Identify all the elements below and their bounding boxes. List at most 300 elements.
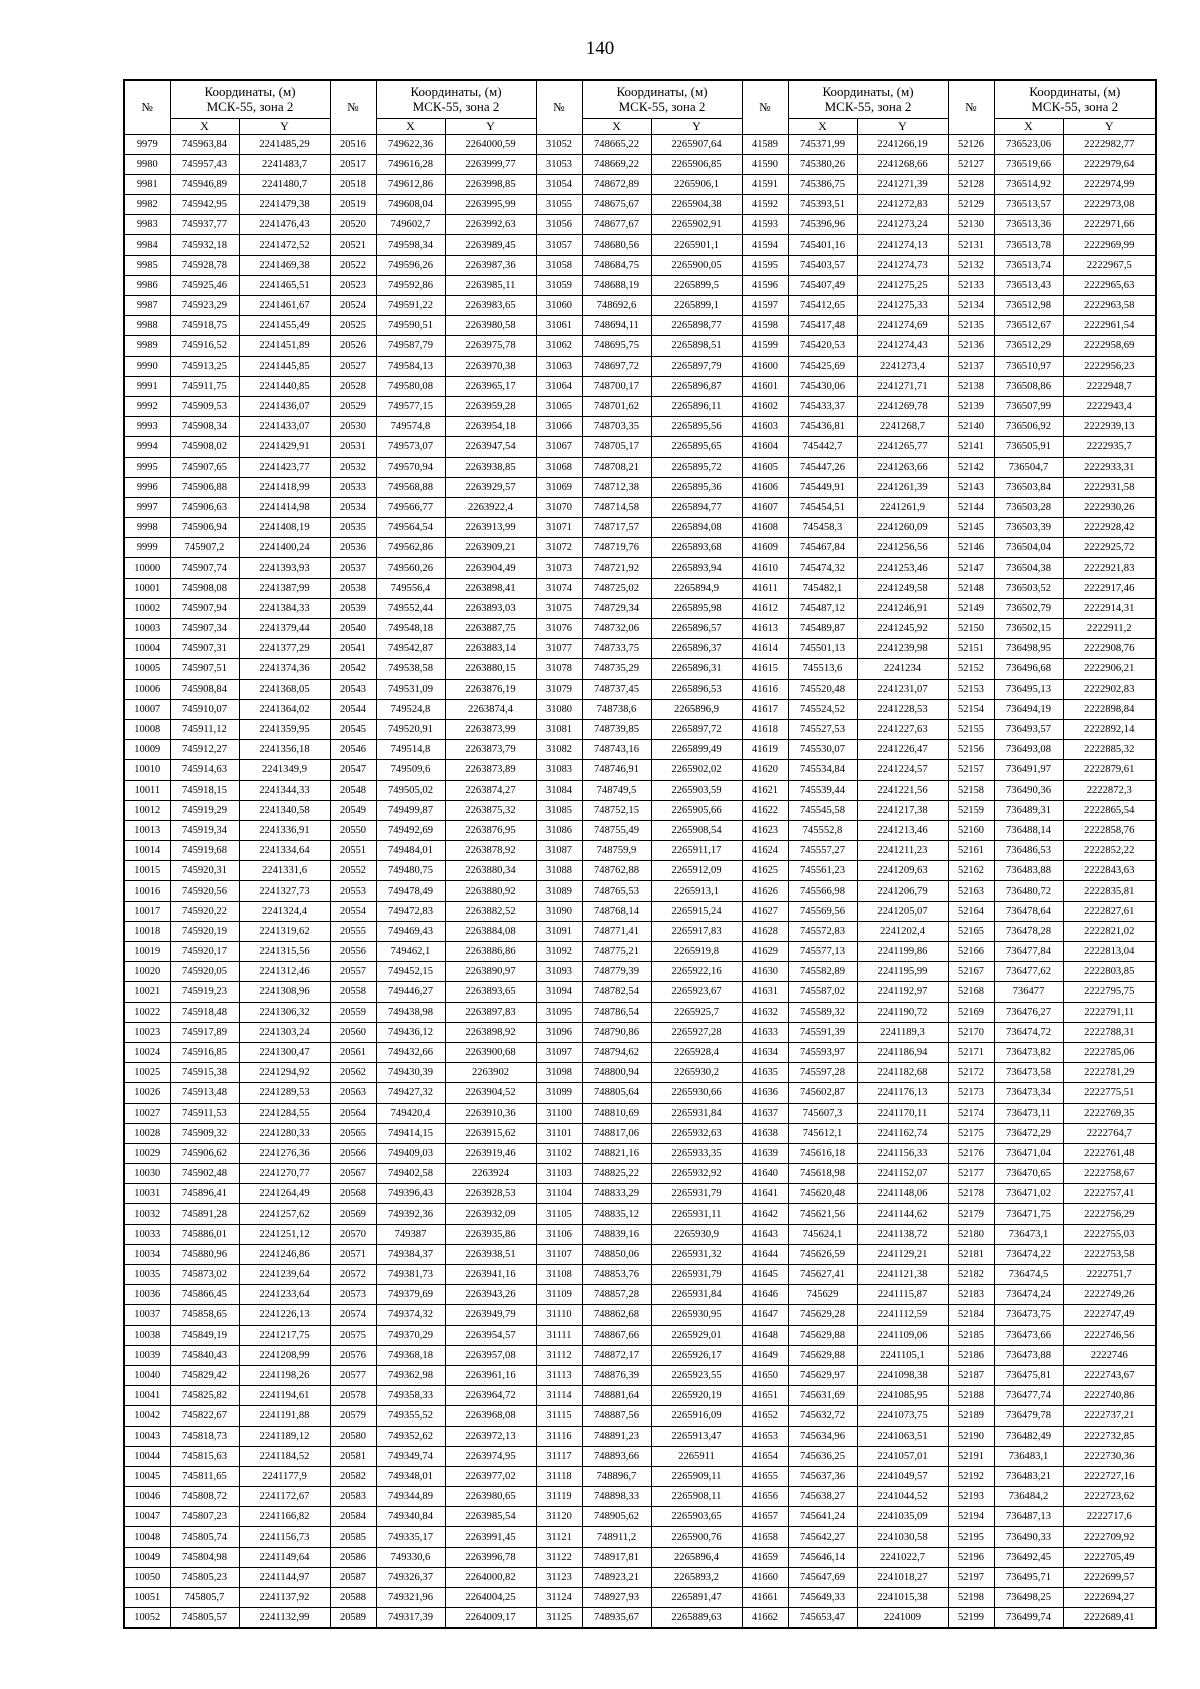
cell-x: 748862,68 bbox=[582, 1305, 651, 1325]
cell-y: 2263968,08 bbox=[445, 1406, 536, 1426]
cell-x: 745602,87 bbox=[788, 1083, 857, 1103]
cell-x: 745906,62 bbox=[170, 1143, 239, 1163]
cell-x: 749326,37 bbox=[376, 1567, 445, 1587]
cell-y: 2265926,17 bbox=[651, 1345, 742, 1365]
cell-y: 2222723,62 bbox=[1063, 1487, 1156, 1507]
cell-x: 748680,56 bbox=[582, 235, 651, 255]
cell-y: 2265931,79 bbox=[651, 1265, 742, 1285]
cell-y: 2265911,17 bbox=[651, 841, 742, 861]
cell-y: 2265889,63 bbox=[651, 1608, 742, 1629]
cell-x: 745942,95 bbox=[170, 195, 239, 215]
table-row bbox=[124, 1244, 1156, 1264]
cell-point-number: 20569 bbox=[330, 1204, 376, 1224]
table-row bbox=[124, 336, 1156, 356]
cell-point-number: 20537 bbox=[330, 558, 376, 578]
cell-point-number: 41634 bbox=[742, 1042, 788, 1062]
cell-point-number: 52158 bbox=[948, 780, 994, 800]
cell-point-number: 52191 bbox=[948, 1446, 994, 1466]
cell-x: 745886,01 bbox=[170, 1224, 239, 1244]
cell-point-number: 20564 bbox=[330, 1103, 376, 1123]
cell-point-number: 31065 bbox=[536, 396, 582, 416]
cell-x: 736477,84 bbox=[994, 942, 1063, 962]
cell-x: 736512,67 bbox=[994, 316, 1063, 336]
cell-point-number: 31120 bbox=[536, 1507, 582, 1527]
cell-x: 748701,62 bbox=[582, 396, 651, 416]
table-row bbox=[124, 1123, 1156, 1143]
cell-x: 749340,84 bbox=[376, 1507, 445, 1527]
cell-x: 736498,25 bbox=[994, 1588, 1063, 1608]
cell-point-number: 41624 bbox=[742, 841, 788, 861]
cell-y: 2263989,45 bbox=[445, 235, 536, 255]
cell-x: 736483,21 bbox=[994, 1466, 1063, 1486]
cell-point-number: 41660 bbox=[742, 1567, 788, 1587]
cell-point-number: 41595 bbox=[742, 255, 788, 275]
cell-point-number: 52166 bbox=[948, 942, 994, 962]
cell-x: 745907,74 bbox=[170, 558, 239, 578]
cell-point-number: 41638 bbox=[742, 1123, 788, 1143]
cell-point-number: 20560 bbox=[330, 1022, 376, 1042]
cell-x: 748825,22 bbox=[582, 1164, 651, 1184]
table-row bbox=[124, 1608, 1156, 1629]
cell-y: 2241414,98 bbox=[239, 497, 330, 517]
cell-y: 2241319,62 bbox=[239, 921, 330, 941]
table-row bbox=[124, 538, 1156, 558]
cell-x: 745638,27 bbox=[788, 1487, 857, 1507]
cell-x: 736504,38 bbox=[994, 558, 1063, 578]
cell-y: 2241149,64 bbox=[239, 1547, 330, 1567]
cell-y: 2265919,8 bbox=[651, 942, 742, 962]
cell-point-number: 9980 bbox=[124, 154, 170, 174]
cell-point-number: 31101 bbox=[536, 1123, 582, 1143]
cell-point-number: 52131 bbox=[948, 235, 994, 255]
cell-point-number: 10028 bbox=[124, 1123, 170, 1143]
cell-x: 745805,74 bbox=[170, 1527, 239, 1547]
cell-y: 2263874,4 bbox=[445, 699, 536, 719]
cell-y: 2241272,83 bbox=[857, 195, 948, 215]
table-row bbox=[124, 740, 1156, 760]
table-row bbox=[124, 619, 1156, 639]
cell-y: 2222757,41 bbox=[1063, 1184, 1156, 1204]
cell-point-number: 41609 bbox=[742, 538, 788, 558]
cell-point-number: 31066 bbox=[536, 417, 582, 437]
cell-point-number: 41637 bbox=[742, 1103, 788, 1123]
cell-x: 736495,71 bbox=[994, 1567, 1063, 1587]
cell-x: 748755,49 bbox=[582, 820, 651, 840]
cell-x: 736473,34 bbox=[994, 1083, 1063, 1103]
cell-x: 748759,9 bbox=[582, 841, 651, 861]
cell-x: 748749,5 bbox=[582, 780, 651, 800]
cell-y: 2241274,43 bbox=[857, 336, 948, 356]
table-row bbox=[124, 396, 1156, 416]
cell-y: 2241274,69 bbox=[857, 316, 948, 336]
coordinates-system: МСК-55, зона 2 bbox=[1031, 99, 1119, 115]
cell-y: 2263922,4 bbox=[445, 497, 536, 517]
cell-point-number: 41608 bbox=[742, 518, 788, 538]
cell-point-number: 31108 bbox=[536, 1265, 582, 1285]
cell-y: 2241306,32 bbox=[239, 1002, 330, 1022]
table-row bbox=[124, 417, 1156, 437]
cell-y: 2241182,68 bbox=[857, 1063, 948, 1083]
cell-point-number: 20519 bbox=[330, 195, 376, 215]
cell-x: 745420,53 bbox=[788, 336, 857, 356]
cell-y: 2222705,49 bbox=[1063, 1547, 1156, 1567]
cell-x: 745412,65 bbox=[788, 296, 857, 316]
cell-point-number: 31105 bbox=[536, 1204, 582, 1224]
cell-point-number: 31076 bbox=[536, 619, 582, 639]
cell-y: 2241202,4 bbox=[857, 921, 948, 941]
cell-y: 2265912,09 bbox=[651, 861, 742, 881]
cell-x: 736495,13 bbox=[994, 679, 1063, 699]
cell-point-number: 31056 bbox=[536, 215, 582, 235]
cell-x: 748872,17 bbox=[582, 1345, 651, 1365]
cell-x: 745591,39 bbox=[788, 1022, 857, 1042]
cell-x: 749438,98 bbox=[376, 1002, 445, 1022]
cell-x: 745910,07 bbox=[170, 699, 239, 719]
cell-y: 2265896,9 bbox=[651, 699, 742, 719]
cell-x: 745430,06 bbox=[788, 376, 857, 396]
cell-y: 2241121,38 bbox=[857, 1265, 948, 1285]
cell-x: 745923,29 bbox=[170, 296, 239, 316]
cell-point-number: 9985 bbox=[124, 255, 170, 275]
cell-x: 736474,72 bbox=[994, 1022, 1063, 1042]
cell-point-number: 52163 bbox=[948, 881, 994, 901]
cell-x: 748810,69 bbox=[582, 1103, 651, 1123]
cell-x: 745916,52 bbox=[170, 336, 239, 356]
cell-y: 2222843,63 bbox=[1063, 861, 1156, 881]
cell-y: 2263900,68 bbox=[445, 1042, 536, 1062]
cell-y: 2241190,72 bbox=[857, 1002, 948, 1022]
cell-x: 745618,98 bbox=[788, 1164, 857, 1184]
cell-x: 749330,6 bbox=[376, 1547, 445, 1567]
cell-y: 2222689,41 bbox=[1063, 1608, 1156, 1629]
cell-point-number: 9979 bbox=[124, 134, 170, 154]
column-header-x: X bbox=[376, 118, 445, 134]
column-header-coordinates bbox=[582, 80, 742, 118]
cell-point-number: 31100 bbox=[536, 1103, 582, 1123]
cell-y: 2265898,51 bbox=[651, 336, 742, 356]
cell-y: 2241057,01 bbox=[857, 1446, 948, 1466]
table-row bbox=[124, 820, 1156, 840]
cell-x: 749374,32 bbox=[376, 1305, 445, 1325]
cell-y: 2222746 bbox=[1063, 1345, 1156, 1365]
cell-point-number: 52160 bbox=[948, 820, 994, 840]
cell-x: 745907,94 bbox=[170, 598, 239, 618]
cell-point-number: 31094 bbox=[536, 982, 582, 1002]
cell-point-number: 31087 bbox=[536, 841, 582, 861]
cell-point-number: 10024 bbox=[124, 1042, 170, 1062]
cell-y: 2222908,76 bbox=[1063, 639, 1156, 659]
cell-point-number: 31091 bbox=[536, 921, 582, 941]
cell-point-number: 52179 bbox=[948, 1204, 994, 1224]
cell-x: 745928,78 bbox=[170, 255, 239, 275]
cell-x: 749556,4 bbox=[376, 578, 445, 598]
cell-point-number: 10002 bbox=[124, 598, 170, 618]
cell-x: 736503,28 bbox=[994, 497, 1063, 517]
cell-point-number: 31057 bbox=[536, 235, 582, 255]
cell-point-number: 10047 bbox=[124, 1507, 170, 1527]
cell-point-number: 31086 bbox=[536, 820, 582, 840]
cell-point-number: 20522 bbox=[330, 255, 376, 275]
cell-point-number: 20587 bbox=[330, 1567, 376, 1587]
cell-y: 2265906,85 bbox=[651, 154, 742, 174]
cell-y: 2241189,12 bbox=[239, 1426, 330, 1446]
cell-x: 748917,81 bbox=[582, 1547, 651, 1567]
cell-x: 745880,96 bbox=[170, 1244, 239, 1264]
cell-y: 2241268,7 bbox=[857, 417, 948, 437]
cell-point-number: 31068 bbox=[536, 457, 582, 477]
coordinates-system: МСК-55, зона 2 bbox=[824, 99, 912, 115]
cell-point-number: 41628 bbox=[742, 921, 788, 941]
cell-point-number: 20577 bbox=[330, 1365, 376, 1385]
cell-y: 2265896,11 bbox=[651, 396, 742, 416]
cell-x: 736506,92 bbox=[994, 417, 1063, 437]
cell-point-number: 31055 bbox=[536, 195, 582, 215]
cell-x: 749622,36 bbox=[376, 134, 445, 154]
cell-point-number: 52141 bbox=[948, 437, 994, 457]
cell-point-number: 52138 bbox=[948, 376, 994, 396]
cell-x: 736499,74 bbox=[994, 1608, 1063, 1629]
cell-point-number: 10008 bbox=[124, 719, 170, 739]
cell-x: 749420,4 bbox=[376, 1103, 445, 1123]
cell-y: 2222914,31 bbox=[1063, 598, 1156, 618]
page-number: 140 bbox=[585, 38, 615, 59]
cell-point-number: 41621 bbox=[742, 780, 788, 800]
table-row bbox=[124, 1022, 1156, 1042]
cell-x: 745629 bbox=[788, 1285, 857, 1305]
cell-point-number: 20571 bbox=[330, 1244, 376, 1264]
cell-x: 745912,27 bbox=[170, 740, 239, 760]
cell-y: 2263876,19 bbox=[445, 679, 536, 699]
cell-point-number: 41644 bbox=[742, 1244, 788, 1264]
table-row bbox=[124, 1365, 1156, 1385]
cell-y: 2241109,06 bbox=[857, 1325, 948, 1345]
cell-point-number: 52181 bbox=[948, 1244, 994, 1264]
cell-y: 2263991,45 bbox=[445, 1527, 536, 1547]
cell-y: 2222865,54 bbox=[1063, 800, 1156, 820]
coordinates-title: Координаты, (м) bbox=[204, 84, 296, 100]
cell-x: 749432,66 bbox=[376, 1042, 445, 1062]
cell-y: 2265891,47 bbox=[651, 1588, 742, 1608]
cell-point-number: 20524 bbox=[330, 296, 376, 316]
cell-y: 2263910,36 bbox=[445, 1103, 536, 1123]
table-row bbox=[124, 316, 1156, 336]
cell-point-number: 31123 bbox=[536, 1567, 582, 1587]
cell-y: 2241228,53 bbox=[857, 699, 948, 719]
cell-x: 748867,66 bbox=[582, 1325, 651, 1345]
cell-x: 745474,32 bbox=[788, 558, 857, 578]
cell-x: 745442,7 bbox=[788, 437, 857, 457]
cell-y: 2241227,63 bbox=[857, 719, 948, 739]
cell-y: 2241148,06 bbox=[857, 1184, 948, 1204]
cell-y: 2265897,72 bbox=[651, 719, 742, 739]
cell-y: 2241327,73 bbox=[239, 881, 330, 901]
cell-y: 2241246,86 bbox=[239, 1244, 330, 1264]
cell-x: 745647,69 bbox=[788, 1567, 857, 1587]
cell-point-number: 10045 bbox=[124, 1466, 170, 1486]
cell-x: 749317,39 bbox=[376, 1608, 445, 1629]
cell-x: 748893,66 bbox=[582, 1446, 651, 1466]
cell-point-number: 41589 bbox=[742, 134, 788, 154]
cell-x: 749570,94 bbox=[376, 457, 445, 477]
cell-point-number: 31082 bbox=[536, 740, 582, 760]
cell-y: 2263938,51 bbox=[445, 1244, 536, 1264]
cell-y: 2222699,57 bbox=[1063, 1567, 1156, 1587]
cell-y: 2265901,1 bbox=[651, 235, 742, 255]
cell-x: 745458,3 bbox=[788, 518, 857, 538]
cell-x: 749514,8 bbox=[376, 740, 445, 760]
cell-y: 2241194,61 bbox=[239, 1386, 330, 1406]
cell-y: 2265899,49 bbox=[651, 740, 742, 760]
cell-x: 748923,21 bbox=[582, 1567, 651, 1587]
cell-point-number: 20528 bbox=[330, 376, 376, 396]
cell-point-number: 52140 bbox=[948, 417, 994, 437]
table-row bbox=[124, 497, 1156, 517]
cell-x: 745589,32 bbox=[788, 1002, 857, 1022]
cell-point-number: 10007 bbox=[124, 699, 170, 719]
cell-y: 2241451,89 bbox=[239, 336, 330, 356]
cell-y: 2265905,66 bbox=[651, 800, 742, 820]
cell-point-number: 41662 bbox=[742, 1608, 788, 1629]
cell-x: 745371,99 bbox=[788, 134, 857, 154]
cell-y: 2241105,1 bbox=[857, 1345, 948, 1365]
cell-x: 745653,47 bbox=[788, 1608, 857, 1629]
cell-point-number: 52170 bbox=[948, 1022, 994, 1042]
cell-x: 736504,04 bbox=[994, 538, 1063, 558]
cell-y: 2265917,83 bbox=[651, 921, 742, 941]
cell-x: 745907,2 bbox=[170, 538, 239, 558]
cell-y: 2263898,92 bbox=[445, 1022, 536, 1042]
cell-y: 2222930,26 bbox=[1063, 497, 1156, 517]
cell-x: 749387 bbox=[376, 1224, 445, 1244]
cell-point-number: 31090 bbox=[536, 901, 582, 921]
cell-x: 736484,2 bbox=[994, 1487, 1063, 1507]
cell-point-number: 10035 bbox=[124, 1265, 170, 1285]
table-row bbox=[124, 578, 1156, 598]
cell-y: 2265931,79 bbox=[651, 1184, 742, 1204]
cell-point-number: 31122 bbox=[536, 1547, 582, 1567]
table-row bbox=[124, 1184, 1156, 1204]
cell-x: 748675,67 bbox=[582, 195, 651, 215]
cell-point-number: 52143 bbox=[948, 477, 994, 497]
cell-point-number: 10032 bbox=[124, 1204, 170, 1224]
cell-x: 745907,34 bbox=[170, 619, 239, 639]
cell-x: 748703,35 bbox=[582, 417, 651, 437]
cell-y: 2222732,85 bbox=[1063, 1426, 1156, 1446]
cell-x: 736471,02 bbox=[994, 1184, 1063, 1204]
table-row bbox=[124, 760, 1156, 780]
cell-x: 736473,66 bbox=[994, 1325, 1063, 1345]
cell-x: 745403,57 bbox=[788, 255, 857, 275]
cell-x: 745629,88 bbox=[788, 1325, 857, 1345]
cell-y: 2265899,1 bbox=[651, 296, 742, 316]
cell-x: 745925,46 bbox=[170, 275, 239, 295]
cell-y: 2241359,95 bbox=[239, 719, 330, 739]
cell-point-number: 20559 bbox=[330, 1002, 376, 1022]
cell-point-number: 41646 bbox=[742, 1285, 788, 1305]
cell-y: 2222917,46 bbox=[1063, 578, 1156, 598]
cell-x: 736482,49 bbox=[994, 1426, 1063, 1446]
cell-x: 745527,53 bbox=[788, 719, 857, 739]
cell-point-number: 41643 bbox=[742, 1224, 788, 1244]
cell-y: 2265893,68 bbox=[651, 538, 742, 558]
cell-point-number: 20548 bbox=[330, 780, 376, 800]
cell-point-number: 20526 bbox=[330, 336, 376, 356]
cell-x: 745582,89 bbox=[788, 962, 857, 982]
cell-point-number: 20531 bbox=[330, 437, 376, 457]
cell-point-number: 20588 bbox=[330, 1588, 376, 1608]
cell-x: 736490,33 bbox=[994, 1527, 1063, 1547]
cell-x: 745825,82 bbox=[170, 1386, 239, 1406]
cell-point-number: 20589 bbox=[330, 1608, 376, 1629]
cell-y: 2263890,97 bbox=[445, 962, 536, 982]
cell-point-number: 52178 bbox=[948, 1184, 994, 1204]
cell-x: 736519,66 bbox=[994, 154, 1063, 174]
cell-point-number: 20539 bbox=[330, 598, 376, 618]
cell-point-number: 10000 bbox=[124, 558, 170, 578]
cell-x: 749368,18 bbox=[376, 1345, 445, 1365]
cell-point-number: 41612 bbox=[742, 598, 788, 618]
cell-y: 2241374,36 bbox=[239, 659, 330, 679]
cell-x: 736489,31 bbox=[994, 800, 1063, 820]
cell-y: 2241269,78 bbox=[857, 396, 948, 416]
cell-x: 736470,65 bbox=[994, 1164, 1063, 1184]
cell-y: 2263996,78 bbox=[445, 1547, 536, 1567]
cell-x: 745906,63 bbox=[170, 497, 239, 517]
cell-point-number: 20538 bbox=[330, 578, 376, 598]
cell-y: 2241280,33 bbox=[239, 1123, 330, 1143]
table-row bbox=[124, 780, 1156, 800]
cell-y: 2241166,82 bbox=[239, 1507, 330, 1527]
cell-point-number: 20582 bbox=[330, 1466, 376, 1486]
table-row bbox=[124, 134, 1156, 154]
cell-point-number: 20518 bbox=[330, 174, 376, 194]
cell-x: 749608,04 bbox=[376, 195, 445, 215]
cell-point-number: 10036 bbox=[124, 1285, 170, 1305]
cell-x: 748752,15 bbox=[582, 800, 651, 820]
cell-x: 745566,98 bbox=[788, 881, 857, 901]
cell-point-number: 9986 bbox=[124, 275, 170, 295]
cell-point-number: 9981 bbox=[124, 174, 170, 194]
cell-point-number: 10021 bbox=[124, 982, 170, 1002]
cell-y: 2241224,57 bbox=[857, 760, 948, 780]
cell-x: 745909,53 bbox=[170, 396, 239, 416]
cell-x: 736473,11 bbox=[994, 1103, 1063, 1123]
cell-point-number: 41647 bbox=[742, 1305, 788, 1325]
cell-point-number: 52189 bbox=[948, 1406, 994, 1426]
cell-y: 2222872,3 bbox=[1063, 780, 1156, 800]
cell-y: 2222727,16 bbox=[1063, 1466, 1156, 1486]
cell-point-number: 20568 bbox=[330, 1184, 376, 1204]
table-row bbox=[124, 1547, 1156, 1567]
cell-x: 748853,76 bbox=[582, 1265, 651, 1285]
cell-y: 2241138,72 bbox=[857, 1224, 948, 1244]
cell-point-number: 10016 bbox=[124, 881, 170, 901]
cell-point-number: 31061 bbox=[536, 316, 582, 336]
cell-point-number: 10029 bbox=[124, 1143, 170, 1163]
cell-point-number: 31078 bbox=[536, 659, 582, 679]
cell-point-number: 52126 bbox=[948, 134, 994, 154]
cell-point-number: 41620 bbox=[742, 760, 788, 780]
cell-y: 2241251,12 bbox=[239, 1224, 330, 1244]
cell-y: 2241144,62 bbox=[857, 1204, 948, 1224]
cell-x: 745840,43 bbox=[170, 1345, 239, 1365]
cell-x: 745920,17 bbox=[170, 942, 239, 962]
cell-x: 736513,57 bbox=[994, 195, 1063, 215]
cell-y: 2263995,99 bbox=[445, 195, 536, 215]
cell-y: 2241156,73 bbox=[239, 1527, 330, 1547]
cell-y: 2265913,47 bbox=[651, 1426, 742, 1446]
cell-point-number: 10046 bbox=[124, 1487, 170, 1507]
